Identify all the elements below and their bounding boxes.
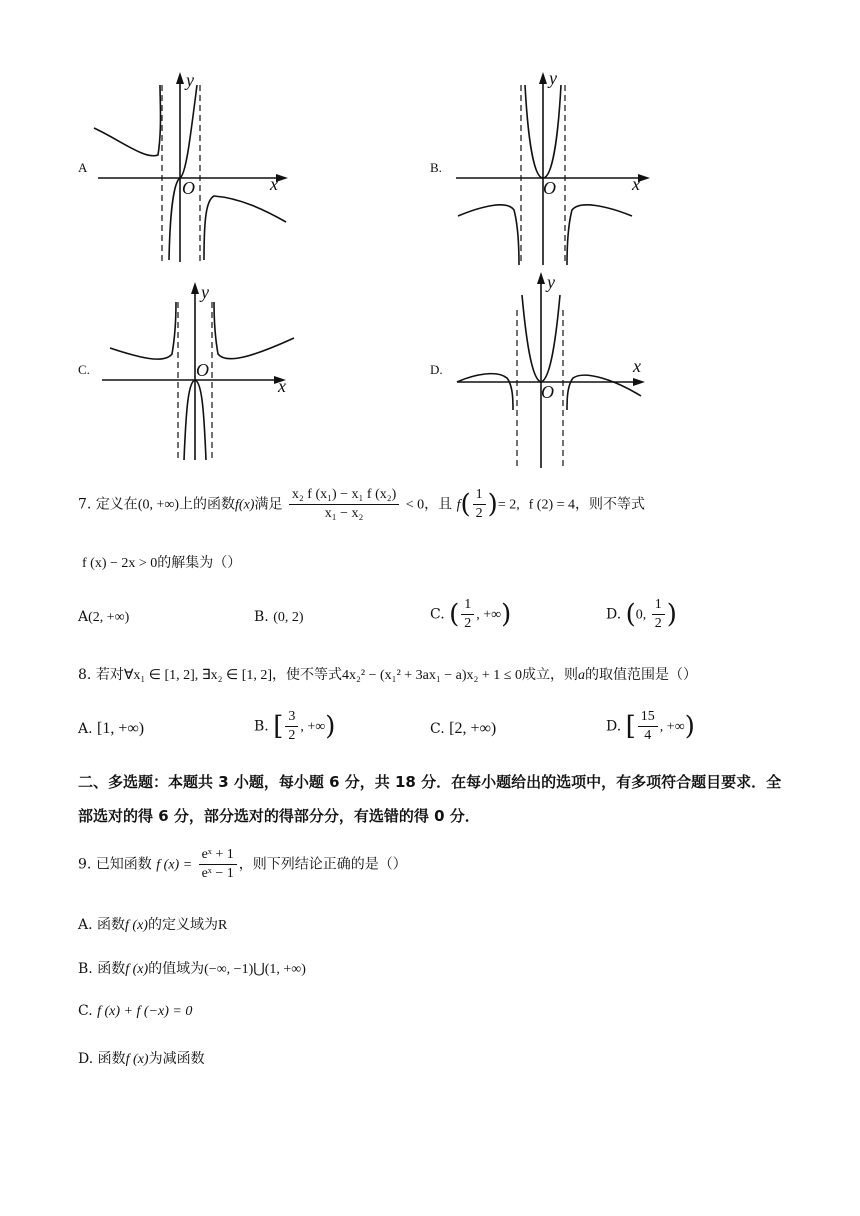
curve-left bbox=[458, 205, 519, 265]
origin-label: O bbox=[196, 360, 209, 380]
q8-text: ，使不等式 bbox=[272, 667, 343, 683]
option-frac bbox=[285, 708, 298, 745]
q7-cond2: f (2) = 4 bbox=[528, 497, 576, 513]
option-text: 函数 bbox=[97, 1051, 126, 1067]
q8-text: 若对 bbox=[95, 667, 124, 683]
q9-option-c[interactable] bbox=[78, 1003, 192, 1020]
option-label: D. bbox=[606, 718, 622, 735]
frac-den: 2 bbox=[654, 616, 662, 632]
q8-quantifier: ∀x₁ ∈ [1, 2], ∃x₂ ∈ [1, 2] bbox=[123, 668, 273, 683]
q9-fraction bbox=[199, 846, 237, 883]
option-label: C. bbox=[430, 721, 445, 737]
option-label: D. bbox=[78, 1051, 94, 1067]
q8-option-b[interactable]: B. [ $\frac{3}{2}$ , +∞) bbox=[254, 708, 335, 745]
q8-var: a bbox=[577, 668, 585, 683]
option-text: 的定义域为 bbox=[147, 917, 218, 933]
q7-text: 上的函数 bbox=[179, 496, 236, 513]
graph-b bbox=[452, 70, 652, 270]
x-axis-label: x bbox=[632, 174, 640, 194]
question-7: 7. 定义在(0, +∞)上的函数f(x)满足 $\frac{\text{x₂ f (x₁) − x₁ f (x₂)}}{\text{x₁ − x₂}}$ < 0，且 f( $\frac{1}{2}$ )= 2, f (2) = 4，则不等式 bbox=[78, 486, 645, 523]
graph-b-label: B. bbox=[430, 160, 442, 175]
curve-left bbox=[110, 302, 176, 359]
x-axis-label: x bbox=[278, 376, 286, 396]
option-text: 为减函数 bbox=[148, 1051, 205, 1067]
curve-left bbox=[457, 374, 513, 410]
graph-c bbox=[100, 282, 300, 462]
frac-den: 2 bbox=[475, 506, 483, 522]
q7-text: 定义在 bbox=[95, 496, 138, 513]
option-text: 函数 bbox=[97, 917, 126, 933]
q7-frac-den: x₁ − x₂ bbox=[324, 506, 364, 522]
q9-text: ，则下列结论正确的是（） bbox=[238, 856, 407, 873]
frac-den: 2 bbox=[464, 616, 472, 632]
frac-den: eˣ − 1 bbox=[201, 866, 234, 882]
q9-option-d[interactable] bbox=[78, 1048, 205, 1068]
q7-domain: (0, +∞) bbox=[137, 497, 180, 513]
option-label: A. bbox=[78, 917, 93, 933]
question-9 bbox=[78, 846, 407, 883]
q7-fx: f(x) bbox=[235, 497, 255, 513]
frac-den: 4 bbox=[644, 728, 652, 744]
option-frac bbox=[638, 708, 658, 745]
frac-num: 1 bbox=[652, 596, 665, 615]
option-value: [1, +∞) bbox=[97, 720, 145, 737]
curve-right bbox=[214, 302, 294, 359]
x-axis-label: x bbox=[633, 356, 641, 376]
q7-option-c[interactable]: C. ( $\frac{1}{2}$ , +∞) bbox=[430, 596, 511, 633]
graph-a-label: A bbox=[78, 160, 88, 175]
option-math: R bbox=[217, 918, 228, 933]
section-heading: 二、多选题：本题共 3 小题，每小题 6 分，共 18 分．在每小题给出的选项中，有多项符合题目要求．全部选对的得 6 分，部分选对的得部分分，有选错的得 0 分． bbox=[78, 773, 782, 825]
q8-text: 成立，则 bbox=[521, 667, 578, 683]
graph-d-label: D. bbox=[430, 362, 443, 377]
frac-num: 1 bbox=[473, 486, 486, 505]
frac-num: 15 bbox=[638, 708, 658, 727]
option-label: A bbox=[78, 609, 89, 625]
option-frac bbox=[461, 596, 474, 633]
q8-option-a[interactable] bbox=[78, 720, 144, 738]
origin-label: O bbox=[182, 178, 195, 198]
option-value: [2, +∞) bbox=[449, 720, 497, 737]
curve-middle bbox=[169, 85, 197, 260]
q7-text: 满足 bbox=[254, 496, 283, 513]
question-7-line2 bbox=[82, 552, 241, 572]
origin-label: O bbox=[543, 178, 556, 198]
option-value: , +∞ bbox=[300, 719, 326, 735]
option-label: C. bbox=[78, 1003, 93, 1019]
q9-fx: f (x) = bbox=[156, 857, 193, 873]
q7-fraction bbox=[289, 486, 399, 523]
frac-num: eˣ + 1 bbox=[199, 846, 237, 865]
option-label: D. bbox=[606, 606, 622, 623]
option-value: 0, bbox=[635, 607, 650, 623]
graph-d bbox=[455, 270, 655, 470]
q7-option-d[interactable]: D. (0, $\frac{1}{2}$ ) bbox=[606, 596, 677, 633]
q8-inequality: 4x₂² − (x₁² + 3ax₁ − a)x₂ + 1 ≤ 0 bbox=[342, 668, 522, 683]
q9-number: 9. bbox=[78, 856, 92, 873]
q7-cond1-val: = 2, bbox=[497, 497, 520, 513]
frac-num: 3 bbox=[285, 708, 298, 727]
q7-frac-num: x₂ f (x₁) − x₁ f (x₂) bbox=[289, 486, 399, 505]
q8-number: 8. bbox=[78, 667, 92, 683]
option-value: , +∞ bbox=[476, 607, 502, 623]
q7-text: 的解集为（） bbox=[157, 555, 242, 571]
q7-option-b[interactable] bbox=[254, 609, 304, 626]
y-axis-label: y bbox=[201, 282, 209, 302]
question-8 bbox=[78, 664, 697, 684]
y-axis-label: y bbox=[547, 272, 555, 292]
graph-a bbox=[90, 70, 290, 270]
option-math: f (x) bbox=[125, 962, 149, 977]
curve-right bbox=[567, 205, 632, 265]
y-axis-label: y bbox=[186, 70, 194, 90]
q7-option-a[interactable] bbox=[78, 609, 129, 626]
q7-cond1-f: f bbox=[456, 497, 461, 513]
option-math: f (x) + f (−x) = 0 bbox=[97, 1004, 193, 1019]
option-label: A. bbox=[78, 721, 93, 737]
option-math: f (x) bbox=[125, 1052, 149, 1067]
option-value: , +∞ bbox=[659, 719, 685, 735]
option-value: (0, 2) bbox=[273, 610, 304, 625]
frac-den: 2 bbox=[288, 728, 296, 744]
x-axis-label: x bbox=[270, 174, 278, 194]
q7-cond1-frac bbox=[473, 486, 486, 523]
q9-option-b[interactable] bbox=[78, 958, 306, 978]
option-text: 的值域为 bbox=[148, 961, 205, 977]
option-frac bbox=[652, 596, 665, 633]
option-text: 函数 bbox=[97, 961, 126, 977]
option-label: B. bbox=[254, 609, 269, 625]
origin-label: O bbox=[541, 382, 554, 402]
option-label: B. bbox=[78, 961, 93, 977]
option-label: B. bbox=[254, 718, 269, 735]
q7-number: 7. bbox=[78, 496, 92, 513]
q8-option-d[interactable]: D. [ $\frac{15}{4}$ , +∞) bbox=[606, 708, 695, 745]
frac-num: 1 bbox=[461, 596, 474, 615]
q9-option-a[interactable] bbox=[78, 914, 227, 934]
q7-text: ，且 bbox=[424, 496, 453, 513]
option-value: (2, +∞) bbox=[88, 610, 130, 625]
curve-right bbox=[204, 196, 286, 260]
q8-option-c[interactable] bbox=[430, 720, 496, 738]
q7-ineq2: f (x) − 2x > 0 bbox=[82, 556, 158, 571]
q8-text: 的取值范围是（） bbox=[584, 667, 697, 683]
graph-c-label: C. bbox=[78, 362, 90, 377]
option-label: C. bbox=[430, 606, 445, 623]
curve-right bbox=[567, 375, 641, 410]
y-axis-label: y bbox=[549, 68, 557, 88]
q7-text: ，则不等式 bbox=[575, 496, 646, 513]
q7-ineq: < 0 bbox=[405, 497, 425, 513]
option-math: (−∞, −1)⋃(1, +∞) bbox=[204, 962, 306, 977]
q9-text: 已知函数 bbox=[95, 856, 152, 873]
option-math: f (x) bbox=[125, 918, 148, 933]
curve-left bbox=[94, 85, 161, 156]
